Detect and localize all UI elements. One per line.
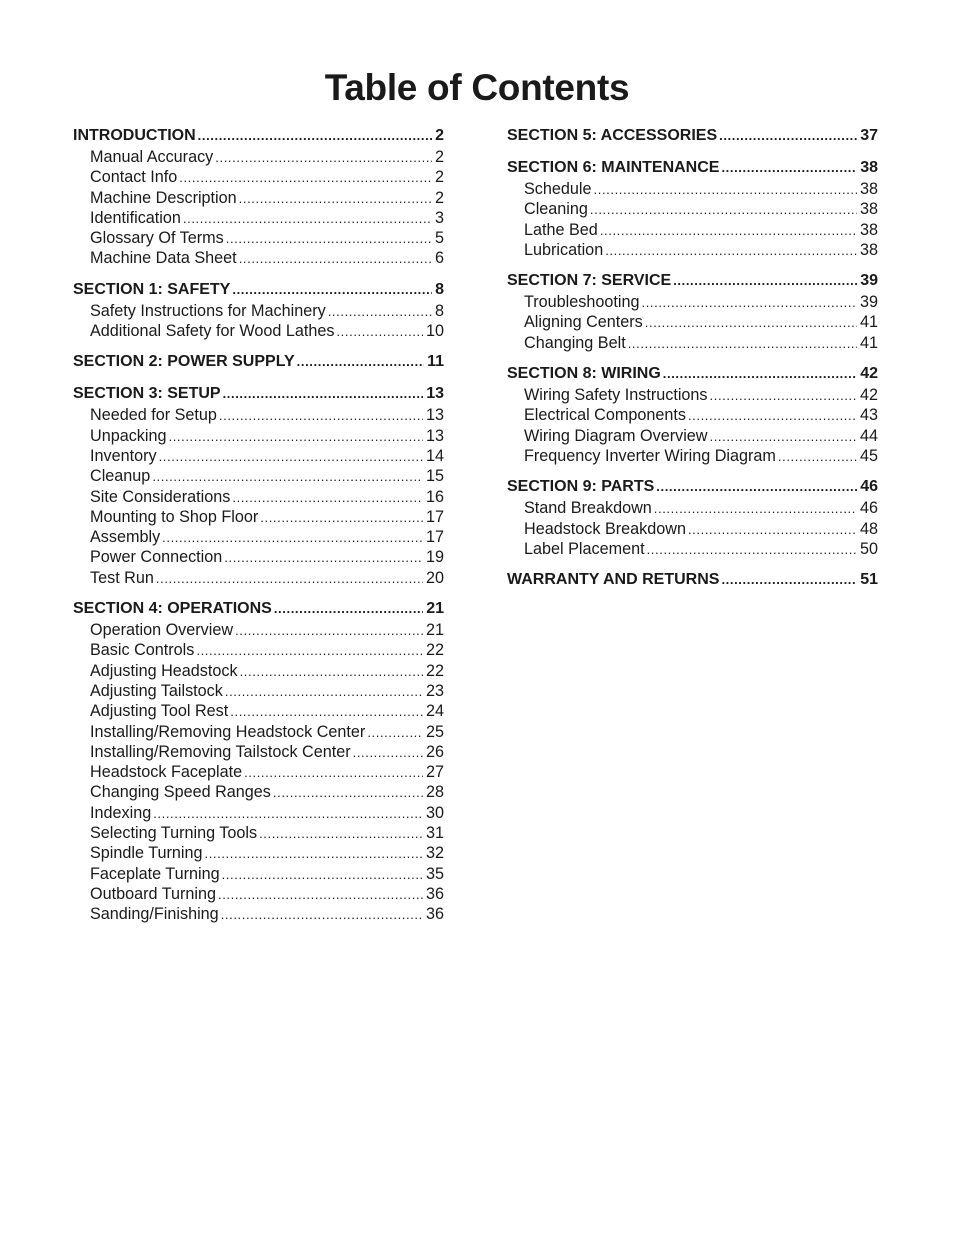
dot-leader [159,447,423,466]
toc-entry-label: Wiring Safety Instructions [524,386,708,405]
toc-entry[interactable] [73,701,444,721]
toc-entry[interactable] [73,527,444,547]
toc-entry[interactable] [507,426,878,446]
toc-section-heading[interactable] [507,270,878,292]
dot-leader [656,476,857,498]
toc-entry[interactable] [73,167,444,187]
toc-page-number: 2 [434,168,444,187]
toc-page-number: 8 [434,301,444,320]
toc-column-right [507,125,878,601]
dot-leader [156,569,423,588]
toc-page-number: 42 [860,365,878,383]
toc-entry-label: Site Considerations [90,487,231,506]
toc-section-title: SECTION 1: SAFETY [73,280,231,298]
dot-leader [230,702,423,721]
toc-entry[interactable] [73,188,444,208]
dot-leader [226,229,432,248]
toc-page-number: 22 [425,661,444,680]
dot-leader [297,351,424,373]
toc-entry[interactable] [507,292,878,312]
toc-page-number: 31 [425,824,444,843]
toc-section-title: SECTION 9: PARTS [507,478,655,496]
toc-entry-label: Adjusting Tailstock [90,681,223,700]
toc-page-number: 2 [434,188,444,207]
toc-entry-label: Machine Data Sheet [90,249,237,268]
toc-section-heading[interactable] [507,476,878,498]
dot-leader [240,662,423,681]
toc-entry[interactable] [73,803,444,823]
toc-entry-label: Installing/Removing Headstock Center [90,722,366,741]
toc-page-number: 22 [425,641,444,660]
toc-entry[interactable] [73,208,444,228]
toc-section [507,125,878,147]
toc-entry[interactable] [73,321,444,341]
toc-page-number: 30 [425,803,444,822]
toc-page-number: 13 [425,426,444,445]
toc-page-number: 21 [425,621,444,640]
dot-leader [328,302,432,321]
toc-entry-label: Headstock Faceplate [90,763,243,782]
toc-section-heading[interactable] [73,125,444,147]
toc-section-heading[interactable] [73,598,444,620]
toc-entry-label: Machine Description [90,188,237,207]
toc-section [507,569,878,591]
toc-entry-label: Test Run [90,568,154,587]
dot-leader [196,641,423,660]
toc-page-number: 21 [426,600,444,618]
toc-page-number: 23 [425,681,444,700]
toc-page-number: 32 [425,844,444,863]
dot-leader [367,723,423,742]
toc-entry[interactable] [73,446,444,466]
toc-entry[interactable] [73,487,444,507]
toc-page-number: 26 [425,742,444,761]
dot-leader [205,844,423,863]
toc-entry-label: Label Placement [524,539,645,558]
toc-page-number: 38 [860,159,878,176]
toc-section-heading[interactable] [73,279,444,301]
toc-entry[interactable] [73,762,444,782]
dot-leader [259,824,423,843]
toc-entry-label: Frequency Inverter Wiring Diagram [524,446,776,465]
toc-page-number: 46 [859,499,878,518]
toc-entry[interactable] [507,498,878,518]
toc-section [507,157,878,260]
toc-page-number: 37 [860,127,878,144]
dot-leader [183,209,432,228]
toc-entry-label: Wiring Diagram Overview [524,426,708,445]
toc-entry[interactable] [73,661,444,681]
dot-leader [273,783,423,802]
toc-entry[interactable] [73,823,444,843]
dot-leader [179,168,432,187]
dot-leader [274,598,423,620]
toc-page-number: 46 [860,478,878,496]
toc-section-title: INTRODUCTION [73,127,196,144]
toc-page-number: 51 [860,571,878,589]
dot-leader [260,508,423,527]
toc-page-number: 13 [425,406,444,425]
toc-entry-label: Lubrication [524,240,604,259]
dot-leader [225,682,423,701]
toc-page-number: 50 [859,539,878,558]
toc-entry[interactable] [73,884,444,904]
toc-page-number: 39 [859,293,878,312]
toc-entry-label: Changing Belt [524,333,626,352]
toc-entry[interactable] [73,568,444,588]
toc-section-title: SECTION 2: POWER SUPPLY [73,353,295,371]
dot-leader [198,125,432,147]
toc-page-number: 25 [425,722,444,741]
toc-page-number: 38 [859,200,878,219]
toc-page-number: 16 [425,487,444,506]
toc-page-number: 2 [435,127,444,144]
dot-leader [232,488,423,507]
toc-page-number: 13 [426,385,444,403]
toc-entry-label: Needed for Setup [90,406,217,425]
dot-leader [590,200,857,219]
toc-section-title: WARRANTY AND RETURNS [507,571,720,589]
toc-entry-label: Contact Info [90,168,178,187]
toc-section [73,383,444,588]
toc-entry-label: Sanding/Finishing [90,905,219,924]
toc-entry-label: Electrical Components [524,406,686,425]
toc-entry-label: Installing/Removing Tailstock Center [90,742,351,761]
dot-leader [169,427,423,446]
toc-section [73,351,444,373]
toc-entry-label: Mounting to Shop Floor [90,507,259,526]
toc-section-heading[interactable] [73,351,444,373]
toc-entry-label: Headstock Breakdown [524,519,686,538]
toc-entry-label: Aligning Centers [524,313,643,332]
toc-page-number: 17 [425,528,444,547]
toc-page-number: 5 [434,229,444,248]
dot-leader [215,148,432,167]
toc-section [507,270,878,353]
dot-leader [239,249,432,268]
dot-leader [152,467,423,486]
toc-page-number: 20 [425,568,444,587]
toc-entry[interactable] [73,147,444,167]
toc-entry[interactable] [73,248,444,268]
dot-leader [223,383,424,405]
toc-entry[interactable] [73,228,444,248]
toc-entry-label: Adjusting Tool Rest [90,702,229,721]
toc-page-number: 24 [425,702,444,721]
toc-entry[interactable] [73,681,444,701]
toc-entry[interactable] [73,864,444,884]
toc-section-heading[interactable] [507,157,878,179]
dot-leader [673,270,857,292]
toc-entry-label: Spindle Turning [90,844,203,863]
toc-entry[interactable] [73,426,444,446]
toc-page-number: 45 [859,446,878,465]
toc-section-title: SECTION 7: SERVICE [507,272,672,290]
toc-page-number: 41 [859,313,878,332]
dot-leader [654,499,857,518]
dot-leader [224,548,423,567]
toc-entry[interactable] [507,539,878,559]
toc-entry[interactable] [507,199,878,219]
toc-page-number: 10 [425,322,444,341]
toc-entry-label: Changing Speed Ranges [90,783,271,802]
toc-entry[interactable] [73,620,444,640]
toc-entry[interactable] [507,385,878,405]
toc-entry-label: Power Connection [90,548,223,567]
toc-entry[interactable] [73,405,444,425]
toc-entry-label: Stand Breakdown [524,499,652,518]
dot-leader [594,180,857,199]
toc-section-heading[interactable] [507,569,878,591]
dot-leader [239,189,432,208]
toc-page-number: 17 [425,507,444,526]
dot-leader [219,406,423,425]
toc-entry-label: Selecting Turning Tools [90,824,258,843]
toc-entry[interactable] [73,507,444,527]
toc-page-number: 6 [434,249,444,268]
toc-section-title: SECTION 8: WIRING [507,365,661,383]
toc-page-number: 38 [859,240,878,259]
toc-page-number: 11 [427,353,444,371]
toc-section-title: SECTION 5: ACCESSORIES [507,127,718,144]
toc-entry[interactable] [507,240,878,260]
dot-leader [235,621,423,640]
dot-leader [688,406,857,425]
toc-entry[interactable] [73,640,444,660]
dot-leader [221,905,423,924]
toc-entry[interactable] [73,843,444,863]
toc-entry[interactable] [507,179,878,199]
toc-section-heading[interactable] [507,125,878,147]
toc-page-number: 36 [425,905,444,924]
toc-section-title: SECTION 3: SETUP [73,385,221,403]
toc-page-number: 44 [859,426,878,445]
toc-page-number: 42 [859,386,878,405]
dot-leader [605,241,857,260]
toc-entry[interactable] [507,220,878,240]
dot-leader [688,520,857,539]
dot-leader [222,865,423,884]
dot-leader [244,763,423,782]
toc-section [507,363,878,466]
toc-entry[interactable] [507,405,878,425]
toc-entry[interactable] [73,742,444,762]
toc-entry[interactable] [507,333,878,353]
dot-leader [153,804,423,823]
toc-entry-label: Lathe Bed [524,220,598,239]
toc-page-number: 28 [425,783,444,802]
toc-page-number: 27 [425,763,444,782]
dot-leader [710,427,857,446]
toc-entry-label: Cleaning [524,200,588,219]
dot-leader [232,279,432,301]
toc-entry-label: Inventory [90,446,157,465]
toc-entry-label: Additional Safety for Wood Lathes [90,322,335,341]
dot-leader [645,313,857,332]
toc-entry-label: Basic Controls [90,641,195,660]
dot-leader [719,125,857,147]
toc-entry[interactable] [507,446,878,466]
toc-page-number: 8 [435,280,444,298]
toc-entry[interactable] [507,312,878,332]
toc-page-number: 43 [859,406,878,425]
toc-section [73,598,444,924]
toc-entry[interactable] [73,547,444,567]
toc-entry[interactable] [73,466,444,486]
toc-section [73,279,444,342]
toc-section-title: SECTION 6: MAINTENANCE [507,159,720,176]
toc-section [73,125,444,269]
dot-leader [647,540,857,559]
dot-leader [628,334,857,353]
toc-page-number: 14 [425,446,444,465]
dot-leader [778,447,857,466]
toc-entry[interactable] [73,301,444,321]
toc-page-number: 39 [860,272,878,290]
toc-page-number: 36 [425,884,444,903]
toc-page-number: 3 [434,208,444,227]
dot-leader [721,157,857,179]
dot-leader [162,528,423,547]
dot-leader [600,221,857,240]
dot-leader [710,386,857,405]
toc-entry-label: Schedule [524,180,592,198]
toc-section-heading[interactable] [507,363,878,385]
toc-entry-label: Assembly [90,528,161,547]
page-title: Table of Contents [324,67,630,108]
toc-section-heading[interactable] [73,383,444,405]
toc-column-left [73,125,444,935]
toc-entry[interactable] [73,782,444,802]
toc-entry-label: Adjusting Headstock [90,661,238,680]
toc-entry-label: Safety Instructions for Machinery [90,301,326,320]
dot-leader [336,322,423,341]
dot-leader [642,293,857,312]
toc-entry-label: Operation Overview [90,621,234,640]
toc-page-number: 35 [425,864,444,883]
toc-page-number: 2 [434,148,444,166]
toc-page-number: 48 [859,519,878,538]
toc-entry-label: Identification [90,208,181,227]
toc-entry-label: Unpacking [90,426,167,445]
toc-entry[interactable] [507,519,878,539]
dot-leader [663,363,857,385]
toc-entry-label: Glossary Of Terms [90,229,224,248]
toc-page-number: 19 [425,548,444,567]
dot-leader [218,885,423,904]
toc-page-number: 41 [859,333,878,352]
toc-entry[interactable] [73,904,444,924]
toc-page-number: 38 [859,220,878,239]
toc-entry-label: Indexing [90,803,152,822]
toc-section [507,476,878,559]
toc-section-title: SECTION 4: OPERATIONS [73,600,272,618]
toc-entry-label: Outboard Turning [90,884,216,903]
toc-entry-label: Faceplate Turning [90,864,220,883]
dot-leader [721,569,857,591]
toc-entry[interactable] [73,722,444,742]
toc-entry-label: Manual Accuracy [90,148,214,166]
dot-leader [353,743,423,762]
toc-page-number: 15 [425,467,444,486]
toc-page-number: 38 [859,180,878,198]
toc-entry-label: Troubleshooting [524,293,640,312]
toc-entry-label: Cleanup [90,467,151,486]
